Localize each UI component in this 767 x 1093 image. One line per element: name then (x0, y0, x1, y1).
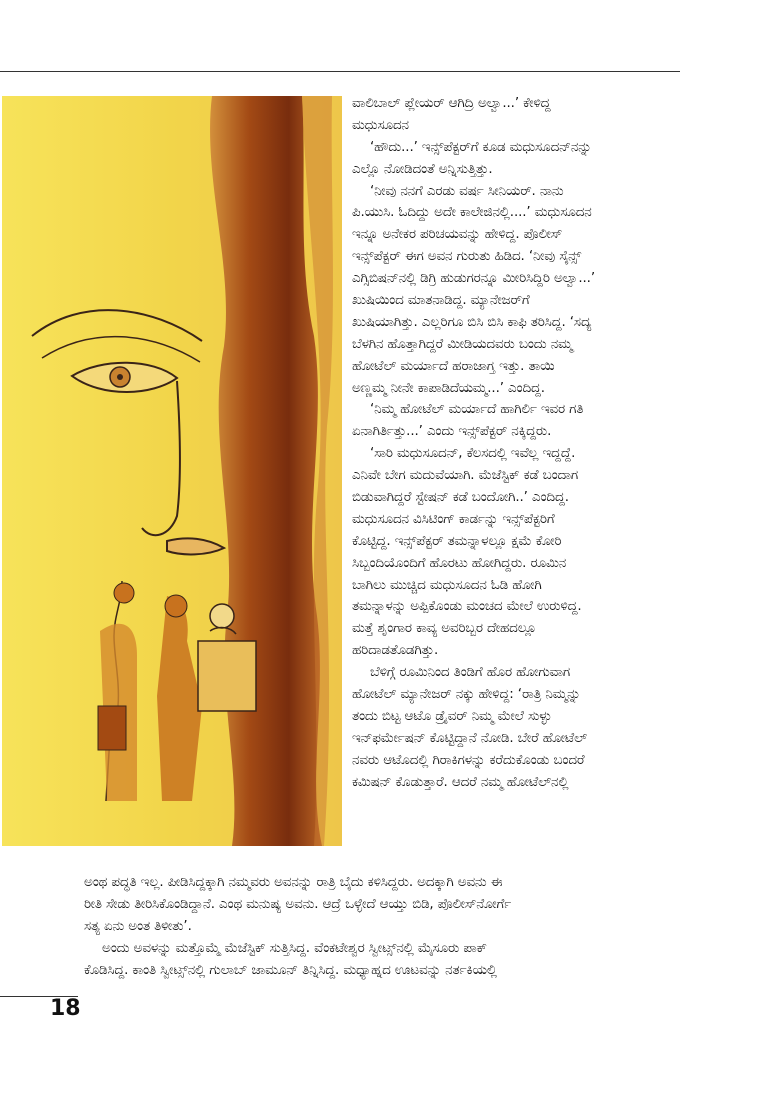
text-line: ಇನ್‌ಫರ್ಮೇಷನ್ ಕೊಟ್ಟಿದ್ದಾನೆ ನೋಡಿ. ಬೇರೆ ಹೋಟೆಲ್ (352, 730, 588, 746)
text-line: ‘ನಿಮ್ಮ ಹೋಟೆಲ್ ಮರ್ಯಾದೆ ಹಾಗಿರ್ಲಿ ಇವರ ಗತಿ (370, 402, 584, 418)
text-line: ಸಿಬ್ಬಂದಿಯೊಂದಿಗೆ ಹೊರಟು ಹೋಗಿದ್ದರು. ರೂಮಿನ (352, 555, 567, 571)
text-line: ಅಣ್ಣಮ್ಮ ನೀನೇ ಕಾಪಾಡಿದೆಯಮ್ಮ...’ ಎಂದಿದ್ದ. (352, 380, 545, 396)
text-line: ಬಿಡುವಾಗಿದ್ದರೆ ಸ್ಟೇಷನ್ ಕಡೆ ಬಂದೋಗಿ..’ ಎಂದಿದ್ದ. (352, 490, 569, 506)
text-line: ‘ಸಾರಿ ಮಧುಸೂದನ್, ಕೆಲಸದಲ್ಲಿ ಇವೆಲ್ಲ ಇದ್ದದ್ದೆ. (370, 446, 576, 462)
text-line: ಇನ್ನೂ ಅನೇಕರ ಪರಿಚಯವನ್ನು ಹೇಳಿದ್ದ. ಪೊಲೀಸ್ (352, 227, 563, 243)
text-line: ಹೋಟೆಲ್ ಮರ್ಯಾದೆ ಹರಾಜಾಗ್ತ ಇತ್ತು. ತಾಯಿ (352, 358, 555, 374)
text-line: ಮಧುಸೂದನ ವಿಸಿಟಿಂಗ್ ಕಾರ್ಡನ್ನು ಇನ್ಸ್‌ಪೆಕ್ಟರಿಗೆ (352, 511, 555, 527)
text-line: ಕೊಡಿಸಿದ್ದ. ಕಾಂತಿ ಸ್ವೀಟ್ಸ್‌ನಲ್ಲಿ ಗುಲಾಬ್ ಜಾಮೂನ್ ತಿನ್ನಿಸಿದ್ದ. ಮಧ್ಯಾಹ್ನದ ಊಟವನ್ನು ನರ್ತಕಿಯಲ್ಲಿ (84, 962, 497, 978)
text-line: ತಂದು ಬಿಟ್ಟ ಆಟೊ ಡ್ರೈವರ್ ನಿಮ್ಮ ಮೇಲೆ ಸುಳ್ಳು (352, 708, 552, 724)
text-line: ಇನ್ಸ್‌ಪೆಕ್ಟರ್ ಈಗ ಅವನ ಗುರುತು ಹಿಡಿದ. ‘ನೀವು ಸೈನ್ಸ್ (352, 249, 582, 265)
text-line: ರೀತಿ ಸೇಡು ತೀರಿಸಿಕೊಂಡಿದ್ದಾನೆ. ಎಂಥ ಮನುಷ್ಯ ಅವನು. ಆದ್ರೆ ಒಳ್ಳೇದೆ ಆಯ್ತು ಬಿಡಿ, ಪೊಲೀಸ್‌ನೋರ್ಗೆ (84, 896, 512, 912)
text-line: ‘ಹೌದು...’ ಇನ್ಸ್‌ಪೆಕ್ಟರ್‌ಗೆ ಕೂಡ ಮಧುಸೂದನ್‌ನನ್ನು (370, 139, 592, 155)
top-rule (0, 71, 680, 72)
text-line: ‘ನೀವು ನನಗೆ ಎರಡು ವರ್ಷ ಸೀನಿಯರ್. ನಾನು (370, 183, 564, 199)
text-line: ಖುಷಿಯಾಗಿತ್ತು. ಎಲ್ಲರಿಗೂ ಬಿಸಿ ಬಿಸಿ ಕಾಫಿ ತರಿಸಿದ್ದ. ‘ಸದ್ಯ (352, 314, 592, 330)
text-line: ಕೊಟ್ಟಿದ್ದ. ಇನ್ಸ್‌ಪೆಕ್ಟರ್ ತಮನ್ನಾಳಲ್ಲೂ ಕ್ಷಮೆ ಕೋರಿ (352, 533, 562, 549)
text-line: ಮಧುಸೂದನ (352, 117, 409, 133)
text-line: ಮತ್ತೆ ಶೃಂಗಾರ ಕಾವ್ಯ ಅವರಿಬ್ಬರ ದೇಹದಲ್ಲೂ (352, 621, 537, 637)
page-number: 18 (50, 996, 81, 1021)
column-text (352, 93, 680, 794)
text-line: ಏನಾಗಿರ್ತಿತ್ತು...’ ಎಂದು ಇನ್ಸ್‌ಪೆಕ್ಟರ್ ನಕ್ಕಿದ್ದರು. (352, 424, 552, 440)
text-line: ಹರಿದಾಡತೊಡಗಿತ್ತು. (352, 643, 439, 659)
watercolor-illustration (2, 96, 342, 846)
text-line: ಎಗ್ಸಿಬಿಷನ್‌ನಲ್ಲಿ ಡಿಗ್ರಿ ಹುಡುಗರನ್ನೂ ಮೀರಿಸಿದ್ದಿರಿ ಅಲ್ವಾ...’ (352, 271, 595, 287)
text-line: ಬಾಗಿಲು ಮುಚ್ಚಿದ ಮಧುಸೂದನ ಓಡಿ ಹೋಗಿ (352, 577, 542, 593)
text-line: ಎಲ್ಲೊ ನೋಡಿದಂತೆ ಅನ್ನಿಸುತ್ತಿತ್ತು. (352, 161, 493, 177)
text-line: ಸತ್ಯ ಏನು ಅಂತ ತಿಳೀತು’. (84, 918, 192, 934)
text-line: ಬೆಳಗಿನ ಹೊತ್ತಾಗಿದ್ದರೆ ಮೀಡಿಯದವರು ಬಂದು ನಮ್ಮ (352, 336, 573, 352)
text-line: ವಾಲಿಬಾಲ್ ಪ್ಲೇಯರ್ ಆಗಿದ್ರಿ ಅಲ್ವಾ...’ ಕೇಳಿದ್ದ (352, 96, 551, 111)
text-line: ಪಿ.ಯುಸಿ. ಓದಿದ್ದು ಅದೇ ಕಾಲೇಜಿನಲ್ಲಿ....’ ಮಧುಸೂದನ (352, 205, 592, 221)
full-width-text (84, 872, 682, 981)
text-line: ಕಮಿಷನ್ ಕೊಡುತ್ತಾರೆ. ಆದರೆ ನಮ್ಮ ಹೋಟೆಲ್‌ನಲ್ಲಿ (352, 774, 569, 790)
text-line: ಅಂದು ಅವಳನ್ನು ಮತ್ತೊಮ್ಮೆ ಮೆಜೆಸ್ಟಿಕ್ ಸುತ್ತಿಸಿದ್ದ. ವೆಂಕಟೇಶ್ವರ ಸ್ವೀಟ್ಸ್‌ನಲ್ಲಿ ಮೈಸೂರು ಪಾಕ್ (102, 940, 487, 956)
text-line: ಬೆಳಿಗ್ಗೆ ರೂಮಿನಿಂದ ತಿಂಡಿಗೆ ಹೊರ ಹೋಗುವಾಗ (370, 665, 570, 681)
text-line: ತಮನ್ನಾಳನ್ನು ಅಪ್ಪಿಕೊಂಡು ಮಂಚದ ಮೇಲೆ ಉರುಳಿದ್ದ. (352, 599, 582, 615)
text-line: ಎನಿವೇ ಬೇಗ ಮದುವೆಯಾಗಿ. ಮೆಜೆಸ್ಟಿಕ್ ಕಡೆ ಬಂದಾಗ (352, 468, 578, 484)
text-line: ಹೋಟೆಲ್ ಮ್ಯಾನೇಜರ್ ನಕ್ಕು ಹೇಳಿದ್ದ: ‘ರಾತ್ರಿ ನಿಮ್ಮನ್ನು (352, 687, 581, 703)
text-line: ನವರು ಆಟೊದಲ್ಲಿ ಗಿರಾಕಿಗಳನ್ನು ಕರೆದುಕೊಂಡು ಬಂದರೆ (352, 752, 585, 768)
text-line: ಅಂಥ ಪದ್ಧತಿ ಇಲ್ಲ. ಪೀಡಿಸಿದ್ದಕ್ಕಾಗಿ ನಮ್ಮವರು ಅವನನ್ನು ರಾತ್ರಿ ಬೈದು ಕಳಿಸಿದ್ದರು. ಅದಕ್ಕಾಗಿ ಅವನು ಈ (84, 875, 503, 890)
text-line: ಖುಷಿಯಿಂದ ಮಾತನಾಡಿದ್ದ. ಮ್ಯಾನೇಜರ್‌ಗೆ (352, 293, 530, 309)
